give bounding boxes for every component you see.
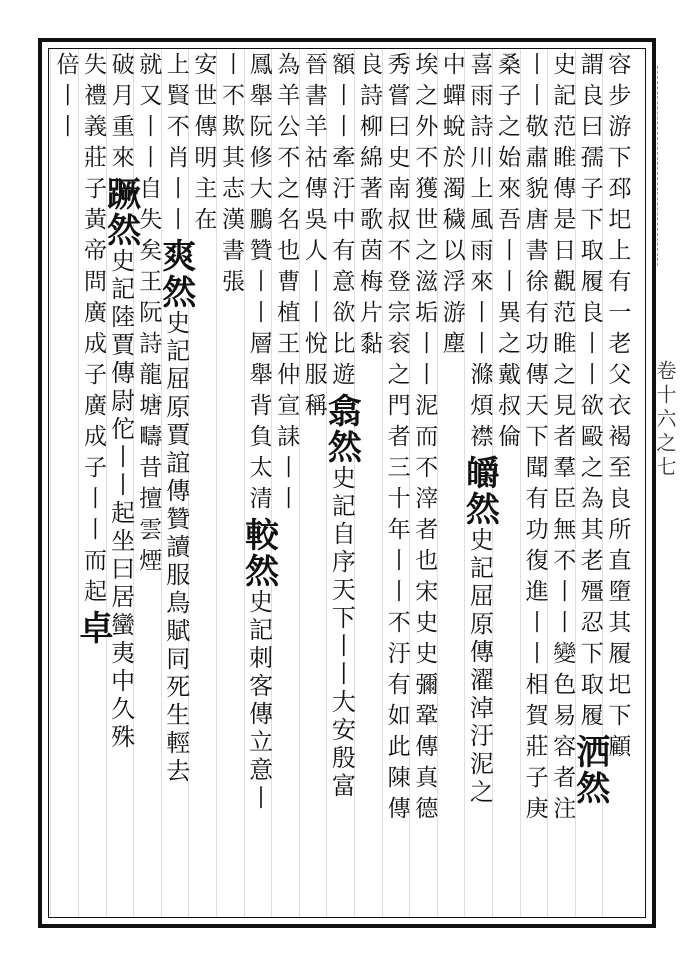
column-text: 桑子之始來吾丨丨異之戴叔倫: [494, 52, 520, 455]
column-text: 丨丨敬肅貌唐書徐有功傳天下聞有功復進丨丨相賀莊子庚: [521, 52, 548, 827]
column-text: 秀嘗曰史南叔不登宗衮之門者三十年丨丨不汙有如此陳傳: [383, 52, 410, 827]
column-text: 破月重來: [107, 52, 134, 176]
column-text: 中蟬蛻於濁穢以浮游塵: [438, 52, 465, 362]
column-text: 史記屈原傳濯淖汙泥之: [465, 527, 494, 807]
column-rule: [492, 49, 493, 917]
text-column: [217, 52, 244, 916]
column-text: 史記屈原賈誼傳贊讀服鳥賦同死生輕去: [161, 310, 190, 786]
text-column: [355, 52, 382, 916]
text-column: [569, 52, 610, 916]
column-text: 史記自序天下丨丨大安殷富: [327, 465, 356, 801]
entry-headword: 較然: [238, 517, 279, 589]
text-column: [521, 52, 548, 916]
column-text: 額丨丨牽汙中有意欲比遊: [328, 52, 355, 393]
column-text: 安世傳明主在: [190, 52, 217, 238]
column-rule: [161, 49, 162, 917]
column-text: 丨不欺其志漢書張: [218, 52, 244, 300]
column-rule: [575, 49, 576, 917]
column-text: 倍丨丨: [52, 52, 79, 145]
entry-headword: 皭然: [459, 455, 500, 527]
text-column: [100, 52, 141, 916]
column-text: 謂良曰孺子下取履良丨丨欲毆之為其老殭忍下取履: [576, 52, 603, 734]
column-rule: [244, 49, 245, 917]
entry-headword: 翕然: [321, 393, 362, 465]
column-text: 史記范睢傳是日觀范睢之見者羣臣無不丨丨變色易容者注: [549, 52, 576, 827]
entry-headword: 爽然: [155, 238, 196, 310]
column-rule: [106, 49, 107, 917]
column-text: 史記陸賈傳尉佗丨丨起坐曰居蠻夷中久殊: [106, 248, 135, 752]
column-rule: [409, 49, 410, 917]
column-rule: [78, 49, 79, 917]
column-rule: [271, 49, 272, 917]
entry-headword: 蹶然: [100, 176, 141, 248]
text-column: [321, 52, 362, 916]
text-column: [51, 52, 78, 916]
margin-fragment: [657, 66, 676, 266]
column-rule: [133, 49, 134, 917]
entry-headword: 卓: [73, 610, 113, 646]
column-text: 晉書羊祜傳吳人丨丨悅服稱: [300, 52, 327, 424]
text-column: [438, 52, 465, 916]
column-text: 上賢不肖丨丨: [162, 52, 189, 238]
column-rule: [216, 49, 217, 917]
column-rule: [326, 49, 327, 917]
column-text: 鳳舉阮修大鵬贊丨丨層舉背負太清: [245, 52, 272, 517]
column-text: 為羊公不之名也曹植王仲宣誄丨丨: [273, 52, 300, 517]
text-column: [548, 52, 575, 916]
column-rule: [382, 49, 383, 917]
column-rule: [464, 49, 465, 917]
text-column: [73, 52, 113, 916]
column-text: 良詩柳綿著歌茵梅片黏: [356, 52, 382, 362]
column-text: 失禮義莊子黃帝問廣成子廣成子丨丨而起: [80, 52, 106, 610]
column-rule: [299, 49, 300, 917]
column-text: 史記刺客傳立意丨: [244, 589, 273, 813]
entry-headword: 洒然: [569, 734, 610, 806]
column-text: 喜雨詩川上風雨來丨丨滌煩襟: [466, 52, 493, 455]
text-column: [300, 52, 327, 916]
text-column: [410, 52, 437, 916]
text-column: [238, 52, 279, 916]
column-text: 埃之外不獲世之滋垢丨丨泥而不滓者也宋史史彌鞏傳真德: [411, 52, 438, 827]
column-rule: [354, 49, 355, 917]
text-column: [459, 52, 500, 916]
text-column: [383, 52, 410, 916]
text-column: [189, 52, 216, 916]
column-rule: [520, 49, 521, 917]
column-text: 就又丨丨自失矣王阮詩龍塘疇昔擅雲煙: [135, 52, 162, 579]
text-column: [155, 52, 196, 916]
column-rule: [50, 49, 51, 917]
column-rule: [602, 49, 603, 917]
margin-volume-label: 卷十六之七: [653, 360, 677, 480]
column-rule: [188, 49, 189, 917]
text-column: [272, 52, 299, 916]
column-rule: [547, 49, 548, 917]
column-rule: [437, 49, 438, 917]
column-text: 容步游下邳圯上有一老父衣褐至良所直墮其履圯下顧: [604, 52, 631, 765]
